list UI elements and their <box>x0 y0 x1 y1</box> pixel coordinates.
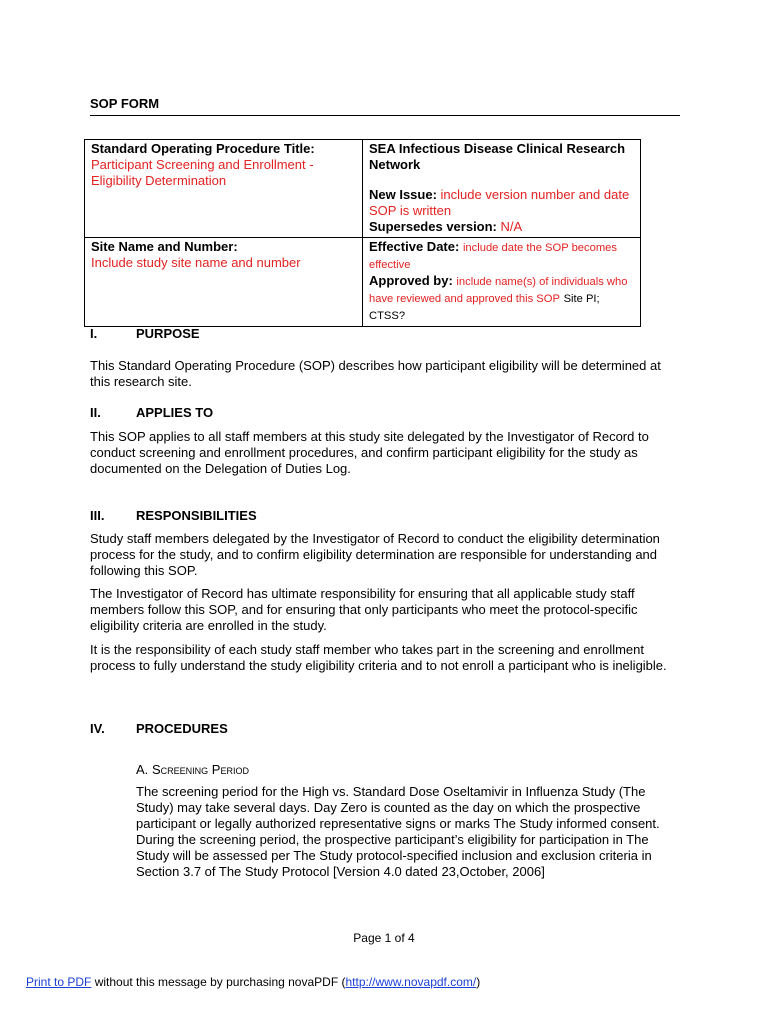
section-purpose-heading <box>90 326 200 341</box>
responsibilities-paragraph-2: The Investigator of Record has ultimate responsibility for ensuring that all applicable study staff members follow this SOP, and for ensuring that only participants who meet the protocol-specific eligibility criteria are enrolled in the study. <box>90 586 638 633</box>
section-procedures-heading <box>90 721 228 736</box>
title-cell <box>85 140 363 238</box>
effective-label: Effective Date: <box>369 239 460 254</box>
applies-text: This SOP applies to all staff members at this study site delegated by the Investigator of Record to conduct screening and enrollment procedures, and confirm participant eligibility for the study as documented on the Delegation of Duties Log. <box>90 429 649 476</box>
new-issue-label: New Issue: <box>369 187 437 202</box>
new-issue <box>369 187 634 219</box>
page-number: Page 1 of 4 <box>353 931 415 945</box>
effective-value: include date the SOP becomes effective <box>369 242 617 271</box>
section-title: RESPONSIBILITIES <box>136 508 257 523</box>
footer-text: without this message by purchasing novaPDF ( <box>91 975 346 989</box>
footer-end: ) <box>476 975 481 989</box>
section-number: IV. <box>90 721 105 736</box>
title-value: Participant Screening and Enrollment - Eligibility Determination <box>91 157 314 188</box>
section-title: APPLIES TO <box>136 405 214 420</box>
screening-period-text: The screening period for the High vs. Standard Dose Oseltamivir in Influenza Study (The Study) may take several days. Day Zero is counted as the day on which the prospective participant or legally authorized representative signs or marks The Study informed consent. During the screening period, the prospective participant’s eligibility for participation in The Study will be assessed per The Study protocol-specified inclusion and exclusion criteria in Section 3.7 of The Study Protocol [Version 4.0 dated 23,October, 2006] <box>136 784 660 879</box>
subsection-title: Screening Period <box>152 762 249 777</box>
sop-header-table <box>84 139 641 327</box>
effective-date <box>369 239 634 273</box>
section-title: PROCEDURES <box>136 721 228 736</box>
network-cell <box>363 140 641 238</box>
supersedes-value: N/A <box>500 219 523 234</box>
print-to-pdf-link[interactable]: Print to PDF <box>26 975 92 989</box>
form-label: SOP FORM <box>90 96 160 111</box>
section-title: PURPOSE <box>136 326 200 341</box>
approved-value: include name(s) of individuals who have reviewed and approved this SOP <box>369 276 628 305</box>
section-number: I. <box>90 326 98 341</box>
approval-cell <box>363 238 641 327</box>
section-number: II. <box>90 405 101 420</box>
section-number: III. <box>90 508 105 523</box>
purpose-text: This Standard Operating Procedure (SOP) describes how participant eligibility will be determined at this research site. <box>90 358 661 389</box>
new-issue-value: include version number and date SOP is written <box>369 187 630 218</box>
supersedes-label: Supersedes version: <box>369 219 497 234</box>
footer-message <box>26 975 480 989</box>
site-value: Include study site name and number <box>91 255 301 270</box>
responsibilities-paragraph-1: Study staff members delegated by the Investigator of Record to conduct the eligibility determination process for the study, and to confirm eligibility determination are responsible for understanding and following this SOP. <box>90 531 660 578</box>
subsection-letter: A. <box>136 762 149 777</box>
approved-extra: Site PI; CTSS? <box>369 293 600 322</box>
network-name: SEA Infectious Disease Clinical Research Network <box>369 141 626 172</box>
responsibilities-paragraph-3: It is the responsibility of each study staff member who takes part in the screening and enrollment process to fully understand the study eligibility criteria and to not enroll a participant who is ineligible. <box>90 642 667 673</box>
section-responsibilities-heading <box>90 508 257 523</box>
approved-by <box>369 273 634 324</box>
section-applies-heading <box>90 405 213 420</box>
novapdf-link[interactable]: http://www.novapdf.com/ <box>345 975 477 989</box>
supersedes <box>369 219 634 235</box>
header-divider <box>90 115 680 116</box>
site-label: Site Name and Number: <box>91 239 238 254</box>
title-label: Standard Operating Procedure Title: <box>91 141 315 156</box>
site-cell <box>85 238 363 327</box>
approved-label: Approved by: <box>369 273 453 288</box>
subsection-screening-heading <box>136 762 249 777</box>
